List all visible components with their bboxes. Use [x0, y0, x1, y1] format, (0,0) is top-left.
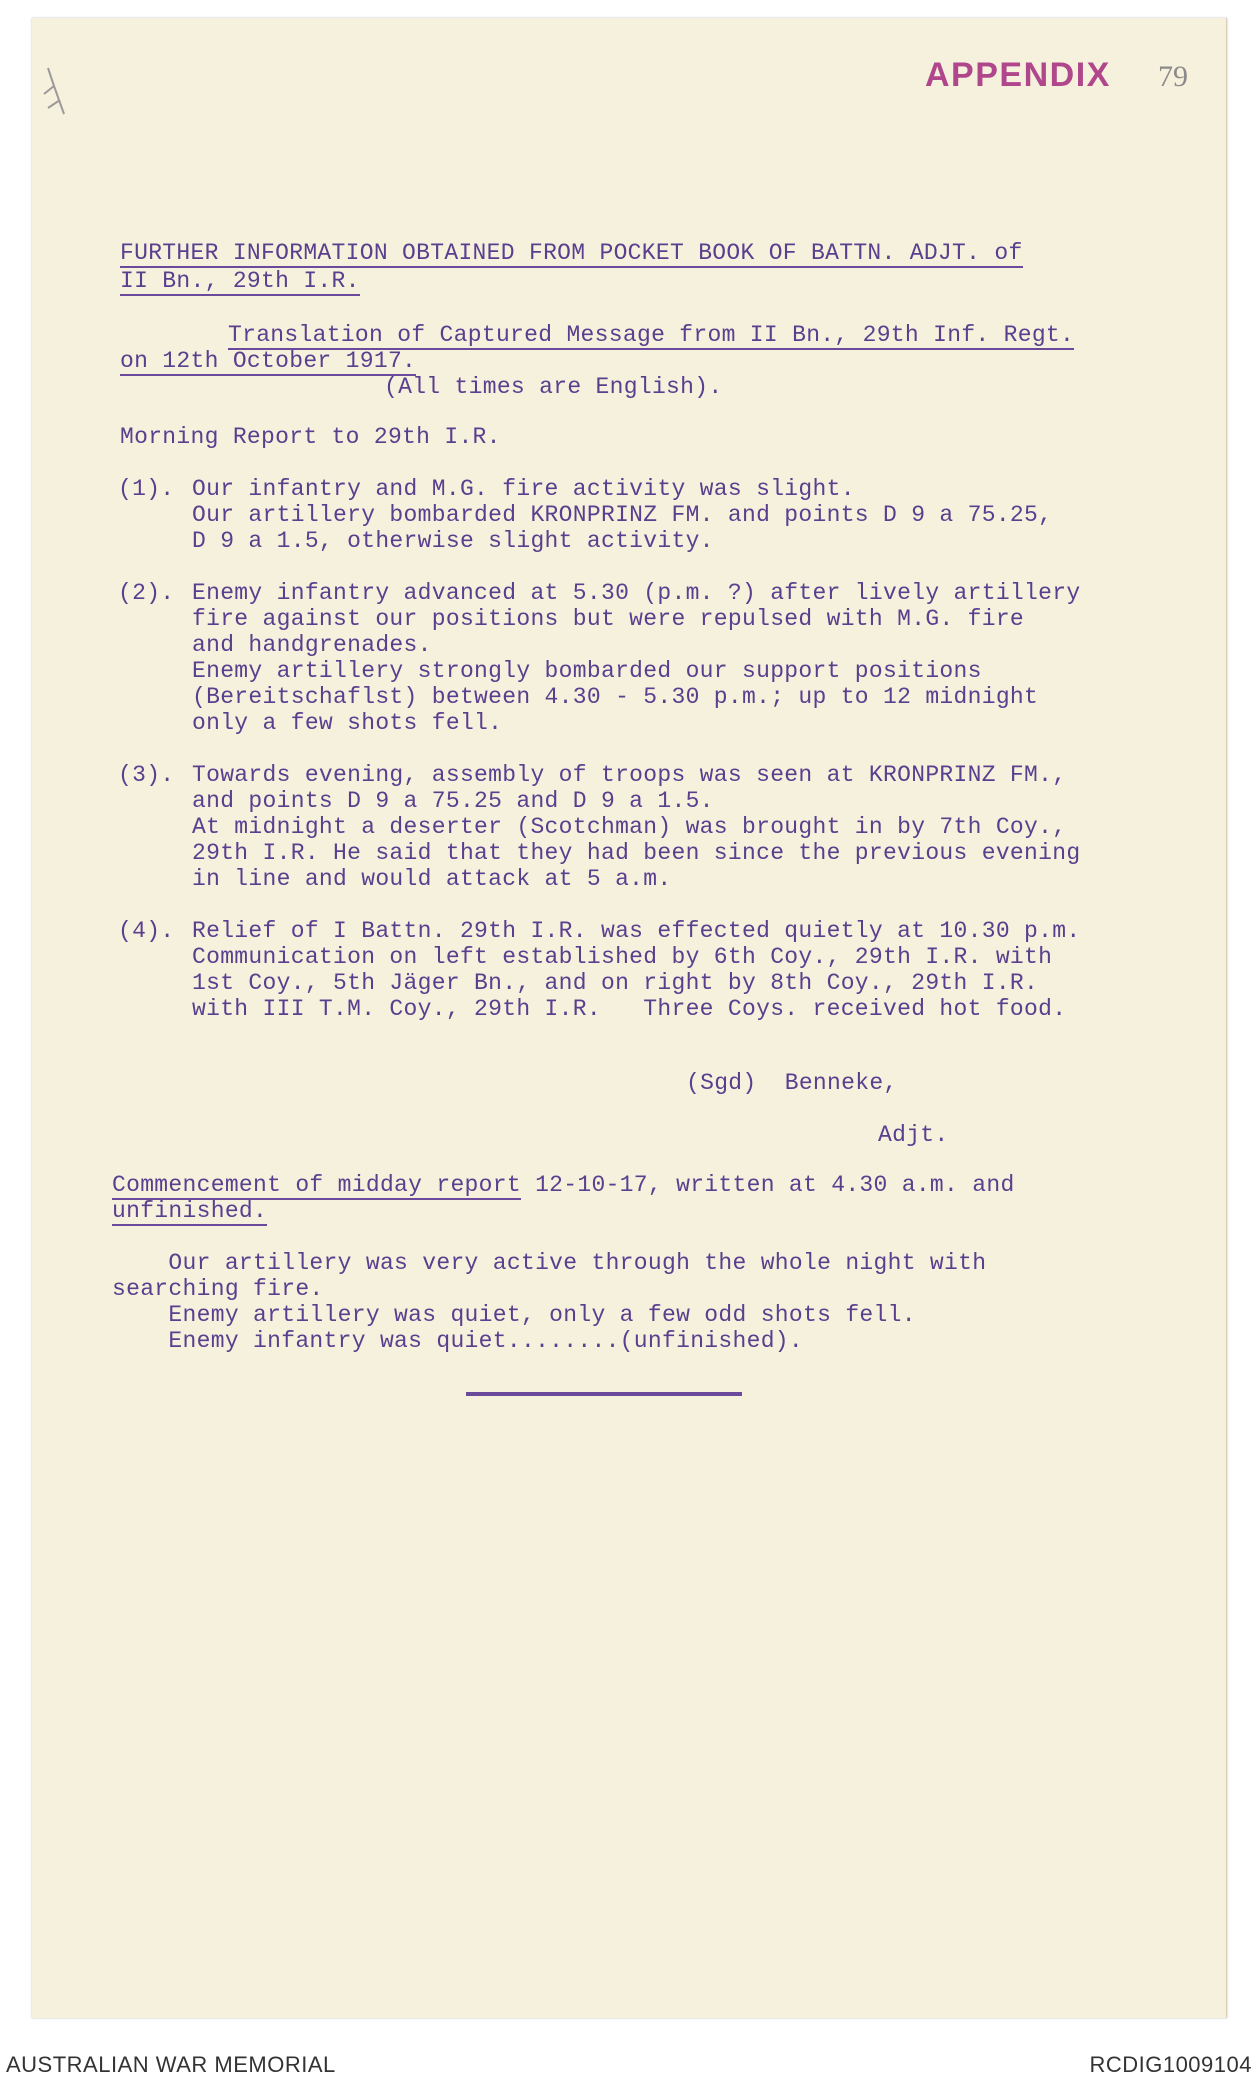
item-3-number: (3). — [118, 762, 175, 788]
midday-line: Enemy artillery was quiet, only a few odd shots fell. — [112, 1302, 916, 1328]
footer-id: RCDIG1009104 — [1089, 2052, 1252, 2077]
item-2-line: (Bereitschaflst) between 4.30 - 5.30 p.m.; up to 12 midnight — [192, 684, 1039, 710]
translation-title-line-2: on 12th October 1917. — [120, 348, 417, 374]
footer-source: AUSTRALIAN WAR MEMORIAL — [6, 2052, 336, 2077]
item-2-line: Enemy infantry advanced at 5.30 (p.m. ?) after lively artillery — [192, 580, 1081, 606]
closing-rule — [466, 1392, 742, 1396]
item-4-line: Communication on left established by 6th Coy., 29th I.R. with — [192, 944, 1053, 970]
midday-report-title-rest: 12-10-17, written at 4.30 a.m. and — [520, 1172, 1015, 1198]
heading-line-1: FURTHER INFORMATION OBTAINED FROM POCKET BOOK OF BATTN. ADJT. of — [120, 240, 1023, 266]
signature: (Sgd) Benneke, — [686, 1070, 898, 1096]
item-4-line: 1st Coy., 5th Jäger Bn., and on right by 8th Coy., 29th I.R. — [192, 970, 1039, 996]
item-2-line: only a few shots fell. — [192, 710, 503, 736]
midday-report-title: Commencement of midday report — [112, 1172, 521, 1198]
item-4-number: (4). — [118, 918, 175, 944]
pencil-mark-icon — [40, 64, 70, 120]
item-4-line: Relief of I Battn. 29th I.R. was effected quietly at 10.30 p.m. — [192, 918, 1081, 944]
item-3-line: Towards evening, assembly of troops was seen at KRONPRINZ FM., — [192, 762, 1067, 788]
item-3-line: At midnight a deserter (Scotchman) was brought in by 7th Coy., — [192, 814, 1067, 840]
translation-title-line-1: Translation of Captured Message from II Bn., 29th Inf. Regt. — [228, 322, 1075, 348]
midday-line: searching fire. — [112, 1276, 324, 1302]
morning-report-title: Morning Report to 29th I.R. — [120, 424, 501, 450]
item-1-number: (1). — [118, 476, 175, 502]
item-1-line: Our artillery bombarded KRONPRINZ FM. and points D 9 a 75.25, — [192, 502, 1053, 528]
item-2-line: fire against our positions but were repulsed with M.G. fire — [192, 606, 1025, 632]
signature-title: Adjt. — [878, 1122, 949, 1148]
page-number: 79 — [1158, 60, 1188, 93]
translation-note: (All times are English). — [384, 374, 723, 400]
item-2-number: (2). — [118, 580, 175, 606]
item-2-line: and handgrenades. — [192, 632, 432, 658]
appendix-stamp: APPENDIX — [925, 56, 1111, 94]
item-2-line: Enemy artillery strongly bombarded our support positions — [192, 658, 982, 684]
heading-line-2: II Bn., 29th I.R. — [120, 268, 360, 294]
midday-report-title-line-2: unfinished. — [112, 1198, 268, 1224]
midday-line: Our artillery was very active through the whole night with — [112, 1250, 987, 1276]
item-3-line: and points D 9 a 75.25 and D 9 a 1.5. — [192, 788, 714, 814]
item-3-line: 29th I.R. He said that they had been since the previous evening — [192, 840, 1081, 866]
item-4-line: with III T.M. Coy., 29th I.R. Three Coys. received hot food. — [192, 996, 1067, 1022]
item-1-line: Our infantry and M.G. fire activity was slight. — [192, 476, 855, 502]
item-3-line: in line and would attack at 5 a.m. — [192, 866, 672, 892]
midday-line: Enemy infantry was quiet........(unfinished). — [112, 1328, 804, 1354]
item-1-line: D 9 a 1.5, otherwise slight activity. — [192, 528, 714, 554]
